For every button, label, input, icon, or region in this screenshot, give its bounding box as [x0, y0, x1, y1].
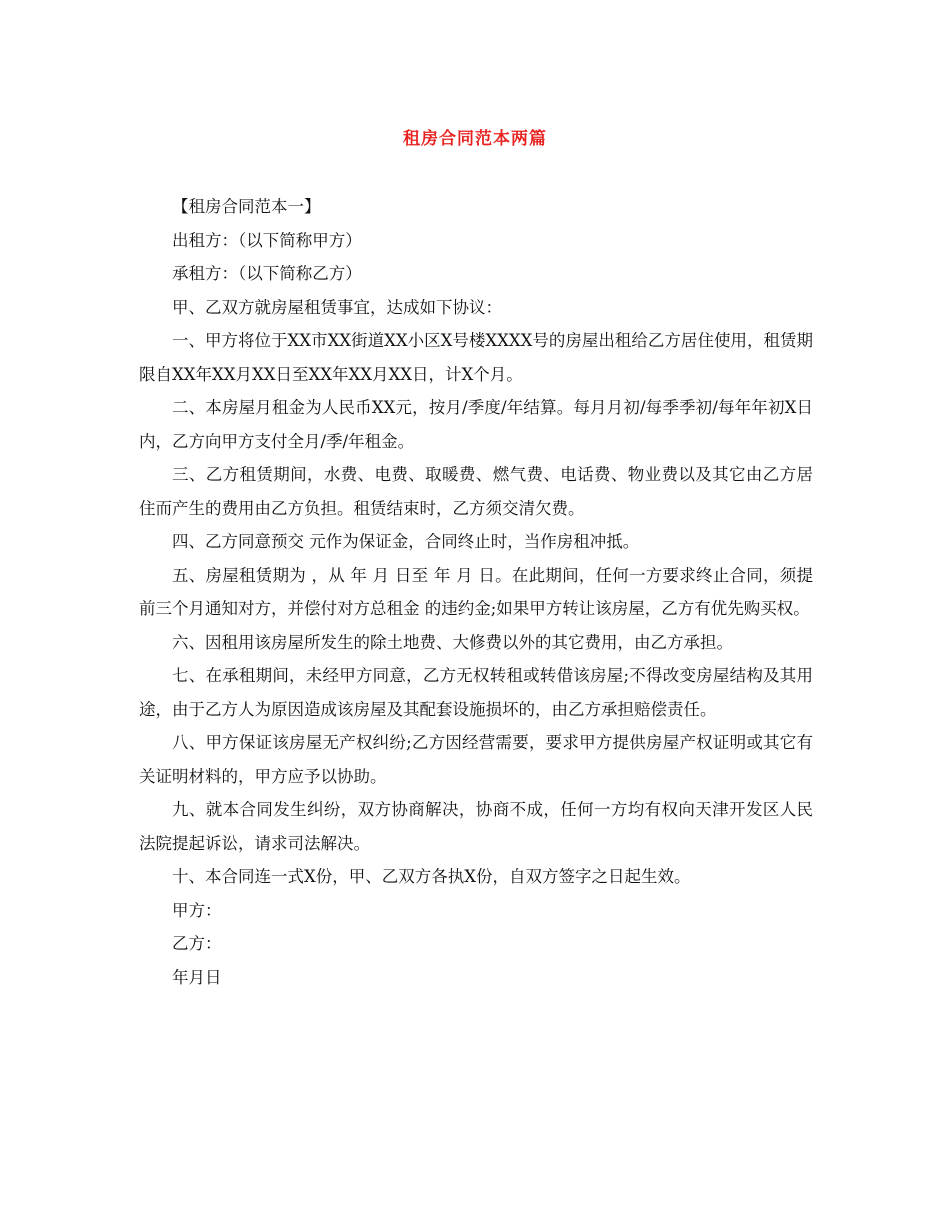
- agreement-intro: 甲、乙双方就房屋租赁事宜，达成如下协议：: [172, 297, 502, 317]
- section-heading: 【租房合同范本一】: [172, 197, 321, 216]
- clause-5: 五、房屋租赁期为 ，从 年 月 日至 年 月 日。在此期间，任何一方要求终止合同，须提前三个月通知对方，并偿付对方总租金 的违约金;如果甲方转让该房屋，乙方有优先购买权。: [139, 565, 813, 618]
- party-b-signature: 乙方：: [172, 934, 222, 953]
- clause-9: 九、就本合同发生纠纷，双方协商解决，协商不成，任何一方均有权向天津开发区人民法院提起诉讼，请求司法解决。: [139, 800, 813, 853]
- date-line: 年月日: [172, 967, 222, 987]
- lessor-line: 出租方：（以下简称甲方）: [172, 230, 362, 250]
- document-body: [139, 190, 813, 994]
- lessee-line: 承租方：（以下简称乙方）: [172, 264, 362, 283]
- clause-7: 七、在承租期间，未经甲方同意，乙方无权转租或转借该房屋;不得改变房屋结构及其用途，由于乙方人为原因造成该房屋及其配套设施损坏的，由乙方承担赔偿责任。: [139, 666, 813, 719]
- document-title: 租房合同范本两篇: [403, 129, 547, 149]
- clause-1: 一、甲方将位于XX市XX街道XX小区X号楼XXXX号的房屋出租给乙方居住使用，租赁期限自XX年XX月XX日至XX年XX月XX日，计X个月。: [139, 331, 813, 384]
- clause-3: 三、乙方租赁期间，水费、电费、取暖费、燃气费、电话费、物业费以及其它由乙方居住而产生的费用由乙方负担。租赁结束时，乙方须交清欠费。: [139, 465, 813, 518]
- clause-10: 十、本合同连一式X份，甲、乙双方各执X份，自双方签字之日起生效。: [172, 867, 691, 886]
- clause-4: 四、乙方同意预交 元作为保证金，合同终止时，当作房租冲抵。: [172, 532, 640, 551]
- party-a-signature: 甲方：: [172, 900, 222, 920]
- clause-2: 二、本房屋月租金为人民币XX元，按月/季度/年结算。每月月初/每季季初/每年年初X日内，乙方向甲方支付全月/季/年租金。: [139, 398, 813, 451]
- clause-6: 六、因租用该房屋所发生的除土地费、大修费以外的其它费用，由乙方承担。: [172, 632, 733, 652]
- clause-8: 八、甲方保证该房屋无产权纠纷;乙方因经营需要，要求甲方提供房屋产权证明或其它有关证明材料的，甲方应予以协助。: [139, 733, 813, 786]
